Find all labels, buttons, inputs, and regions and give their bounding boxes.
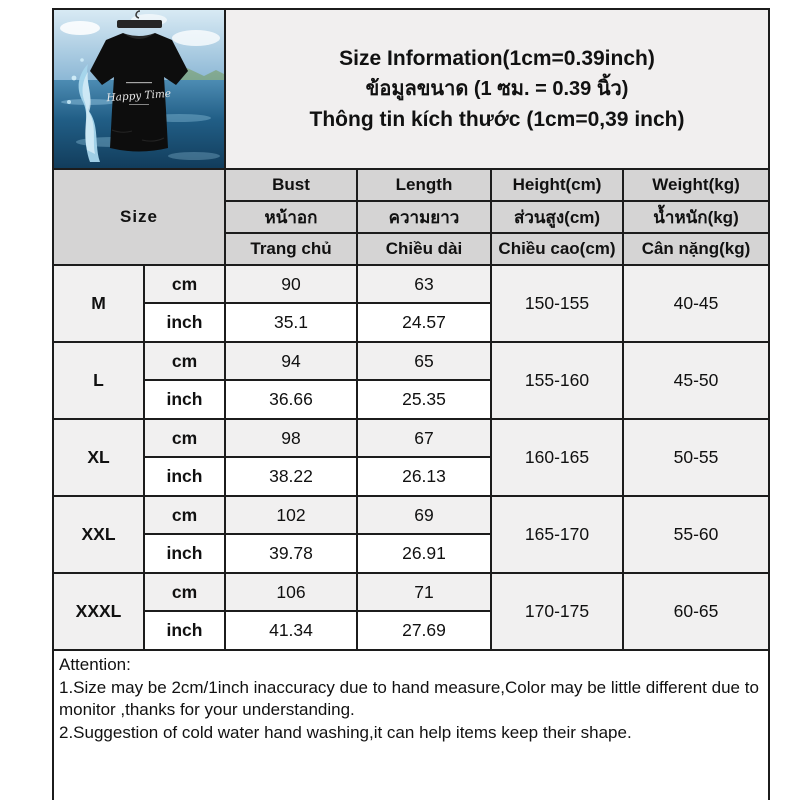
attention-note [53, 650, 769, 800]
height-cell-xl: 160-165 [491, 419, 623, 496]
unit-cm-label: cm [144, 496, 225, 534]
bust-cm-value: 94 [225, 342, 357, 380]
wave [168, 152, 220, 160]
water-droplet [80, 58, 84, 62]
weight-cell-m: 40-45 [623, 265, 769, 342]
hanger-bar [117, 20, 162, 28]
bust-cm-value: 102 [225, 496, 357, 534]
weight-cell-xxl: 55-60 [623, 496, 769, 573]
unit-inch-label: inch [144, 534, 225, 573]
water-droplet [67, 100, 71, 104]
header-row-english [53, 169, 769, 201]
attention-line-1: 1.Size may be 2cm/1inch inaccuracy due to hand measure,Color may be little different due to monitor ,thanks for your understanding. [59, 677, 759, 720]
length-cm-value: 69 [357, 496, 491, 534]
size-row-xxxl-cm [53, 573, 769, 611]
size-cell-xxl: XXL [53, 496, 144, 573]
length-cm-value: 71 [357, 573, 491, 611]
unit-cm-label: cm [144, 342, 225, 380]
col-header-length-en: Length [357, 169, 491, 201]
unit-inch-label: inch [144, 303, 225, 342]
product-photo-cell [53, 9, 225, 169]
page-title: Size Information(1cm=0.39inch) [339, 46, 655, 70]
bust-inch-value: 36.66 [225, 380, 357, 419]
size-cell-xl: XL [53, 419, 144, 496]
height-cell-l: 155-160 [491, 342, 623, 419]
length-inch-value: 24.57 [357, 303, 491, 342]
water-droplet [72, 76, 77, 81]
size-table-top [53, 9, 769, 265]
top-row [53, 9, 769, 169]
size-cell-m: M [53, 265, 144, 342]
unit-inch-label: inch [144, 611, 225, 650]
col-header-bust-th: หน้าอก [225, 201, 357, 233]
size-row-xxl-cm [53, 496, 769, 534]
col-header-length-th: ความยาว [357, 201, 491, 233]
size-table [52, 8, 770, 800]
size-table-body [53, 265, 769, 650]
cloud [172, 30, 220, 46]
weight-cell-xxxl: 60-65 [623, 573, 769, 650]
size-row-l-cm [53, 342, 769, 380]
length-inch-value: 27.69 [357, 611, 491, 650]
page-title-thai: ข้อมูลขนาด (1 ซม. = 0.39 นิ้ว) [365, 78, 629, 100]
col-header-weight-en: Weight(kg) [623, 169, 769, 201]
unit-cm-label: cm [144, 419, 225, 457]
length-cm-value: 65 [357, 342, 491, 380]
bust-cm-value: 106 [225, 573, 357, 611]
attention-line-2: 2.Suggestion of cold water hand washing,it can help items keep their shape. [59, 722, 632, 742]
size-cell-xxxl: XXXL [53, 573, 144, 650]
length-cm-value: 63 [357, 265, 491, 303]
bust-inch-value: 39.78 [225, 534, 357, 573]
bust-cm-value: 98 [225, 419, 357, 457]
attention-title: Attention: [59, 655, 131, 674]
col-header-height-th: ส่วนสูง(cm) [491, 201, 623, 233]
cloud [60, 21, 100, 35]
height-cell-xxxl: 170-175 [491, 573, 623, 650]
size-cell-l: L [53, 342, 144, 419]
size-row-xl-cm [53, 419, 769, 457]
page-title-vietnamese: Thông tin kích thước (1cm=0,39 inch) [309, 108, 685, 131]
col-header-bust-en: Bust [225, 169, 357, 201]
bust-inch-value: 38.22 [225, 457, 357, 496]
length-cm-value: 67 [357, 419, 491, 457]
shirt-small-text-line [129, 104, 149, 105]
unit-cm-label: cm [144, 573, 225, 611]
tshirt-ocean-graphic [54, 10, 224, 168]
col-header-length-vi: Chiều dài [357, 233, 491, 265]
bust-cm-value: 90 [225, 265, 357, 303]
unit-inch-label: inch [144, 457, 225, 496]
length-inch-value: 26.13 [357, 457, 491, 496]
height-cell-m: 150-155 [491, 265, 623, 342]
attention-row [53, 650, 769, 800]
col-header-weight-vi: Cân nặng(kg) [623, 233, 769, 265]
product-photo [54, 10, 224, 168]
size-row-m-cm [53, 265, 769, 303]
length-inch-value: 25.35 [357, 380, 491, 419]
unit-cm-label: cm [144, 265, 225, 303]
shirt-script-text: Happy Time [106, 87, 172, 105]
title-cell [225, 9, 769, 169]
col-header-weight-th: น้ำหนัก(kg) [623, 201, 769, 233]
col-header-bust-vi: Trang chủ [225, 233, 357, 265]
shirt-small-text-line [126, 82, 152, 83]
size-header-label: Size [53, 169, 225, 265]
col-header-height-vi: Chiều cao(cm) [491, 233, 623, 265]
size-table-footer [53, 650, 769, 800]
height-cell-xxl: 165-170 [491, 496, 623, 573]
length-inch-value: 26.91 [357, 534, 491, 573]
bust-inch-value: 41.34 [225, 611, 357, 650]
bust-inch-value: 35.1 [225, 303, 357, 342]
unit-inch-label: inch [144, 380, 225, 419]
col-header-height-en: Height(cm) [491, 169, 623, 201]
weight-cell-xl: 50-55 [623, 419, 769, 496]
weight-cell-l: 45-50 [623, 342, 769, 419]
